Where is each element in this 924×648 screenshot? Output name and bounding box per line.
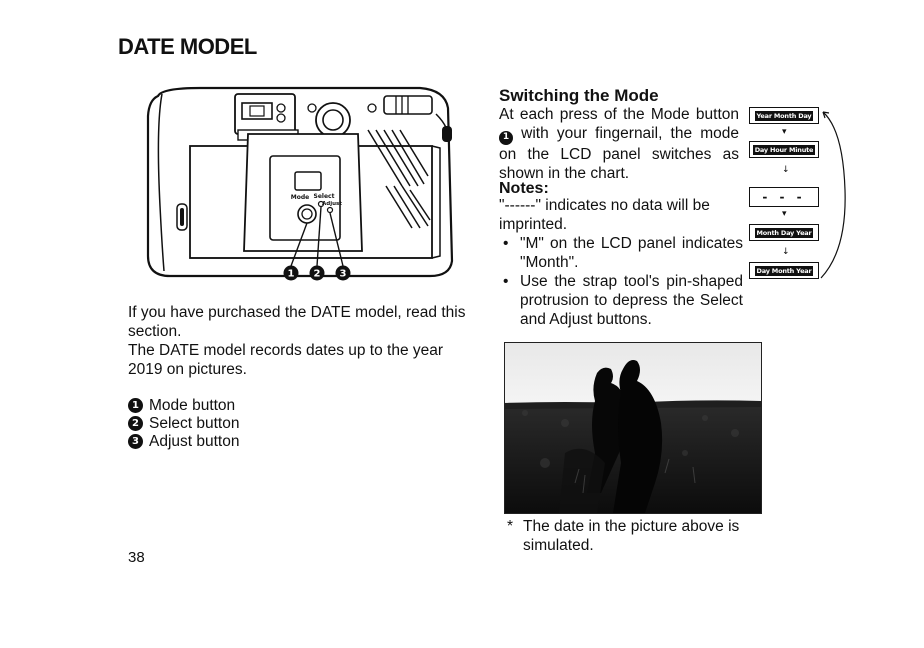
sample-photo [504,342,762,514]
footnote [507,517,767,555]
note-no-data: "------" indicates no data will be imprinted. [499,197,710,233]
part-label: Adjust button [149,432,240,450]
switching-text [499,105,739,183]
lcd-mode-box [749,107,819,124]
lcd-mode-label: Year Month Day [756,111,812,120]
lcd-mode-label: Month Day Year [756,228,812,237]
list-item [128,432,239,450]
callout-3: 3 [339,268,347,280]
number-circle-icon: 2 [128,416,143,431]
switching-text-before: At each press of the Mode button [499,106,739,123]
number-circle-icon: 3 [128,434,143,449]
lcd-mode-box [749,262,819,279]
footnote-text: The date in the picture above is simulated. [523,518,740,554]
select-label: Select [313,193,335,200]
list-item [128,414,239,432]
page-number: 38 [128,549,145,566]
list-item [128,396,239,414]
adjust-label: Adjust [322,201,342,207]
switching-paragraph [499,105,739,183]
lcd-mode-label: Day Month Year [756,266,812,275]
arrow-down-icon: ↓ [782,165,790,175]
mode-label: Mode [290,194,310,201]
arrow-down-icon: ▾ [782,127,787,137]
lcd-mode-box [749,141,819,158]
lcd-mode-box [749,224,819,241]
intro-paragraph-2: The DATE model records dates up to the year 2019 on pictures. [128,342,444,378]
switching-text-after: with your fingernail, the mode on the LCD panel switches as shown in the chart. [499,125,739,182]
callout-1: 1 [287,268,295,280]
number-circle-icon: 1 [499,131,513,145]
part-label: Mode button [149,396,236,414]
callout-2: 2 [313,268,321,280]
list-item: • "M" on the LCD panel indicates "Month". [499,234,743,272]
number-circle-icon: 1 [128,398,143,413]
lcd-mode-box [749,187,819,207]
footnote-asterisk: * [507,518,514,535]
notes-heading: Notes: [499,180,549,197]
arrow-down-icon: ↓ [782,247,790,257]
couple-silhouette-image [505,343,761,513]
part-label: Select button [149,414,240,432]
list-item: • Use the strap tool's pin-shaped protrusion to depress the Select and Adjust buttons. [499,272,743,329]
parts-list [128,396,239,450]
arrow-down-icon: ▾ [782,209,787,219]
page-title: DATE MODEL [118,34,257,59]
intro-text [128,303,478,379]
cycle-arrow-icon [815,100,855,290]
notes-list [499,234,743,329]
camera-illustration [140,86,460,281]
lcd-mode-label: - - - [762,190,806,204]
lcd-mode-label: Day Hour Minute [754,145,814,154]
section-heading: Switching the Mode [499,86,659,105]
notes-block [499,196,743,329]
intro-paragraph-1: If you have purchased the DATE model, read this section. [128,304,466,340]
